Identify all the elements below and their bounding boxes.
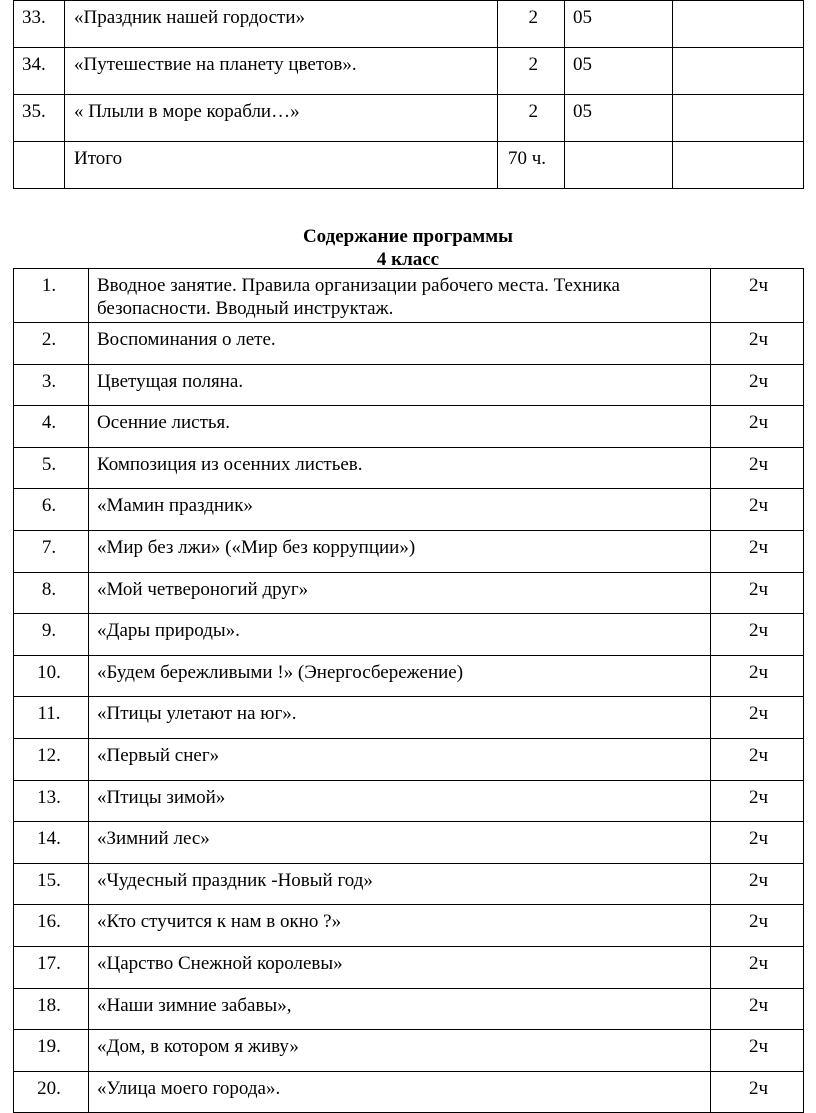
lesson-title: «Мой четвероногий друг»	[89, 572, 711, 614]
table-row	[14, 738, 804, 780]
lesson-title: «Царство Снежной королевы»	[89, 946, 711, 988]
table-row	[14, 406, 804, 448]
row-number: 19.	[14, 1030, 89, 1072]
lesson-hours: 2ч	[711, 269, 804, 323]
row-number: 33.	[14, 1, 65, 48]
table-row	[14, 269, 804, 323]
lesson-code: 05	[565, 1, 673, 48]
row-number: 3.	[14, 364, 89, 406]
table-row	[14, 572, 804, 614]
lesson-hours: 2ч	[711, 780, 804, 822]
lesson-hours: 2ч	[711, 489, 804, 531]
lesson-hours: 2ч	[711, 572, 804, 614]
table-row	[14, 614, 804, 656]
section-subtitle: 4 класс	[376, 249, 440, 270]
total-row	[14, 142, 804, 189]
lesson-hours: 2ч	[711, 988, 804, 1030]
lesson-hours: 2	[498, 48, 565, 95]
lesson-title: «Мир без лжи» («Мир без коррупции»)	[89, 530, 711, 572]
lesson-title: «Кто стучится к нам в окно ?»	[89, 905, 711, 947]
lesson-hours: 2ч	[711, 905, 804, 947]
row-number: 34.	[14, 48, 65, 95]
lesson-hours: 2ч	[711, 364, 804, 406]
lesson-plan-table	[13, 0, 804, 189]
row-number: 16.	[14, 905, 89, 947]
row-number: 20.	[14, 1071, 89, 1113]
lesson-hours: 2ч	[711, 946, 804, 988]
row-number: 9.	[14, 614, 89, 656]
lesson-code: 05	[565, 95, 673, 142]
row-number: 35.	[14, 95, 65, 142]
table-row	[14, 530, 804, 572]
table-row	[14, 863, 804, 905]
empty-cell	[14, 142, 65, 189]
table-row	[14, 489, 804, 531]
lesson-title: «Будем бережливыми !» (Энергосбережение)	[89, 655, 711, 697]
lesson-title: «Праздник нашей гордости»	[65, 1, 498, 48]
table-row	[14, 1, 804, 48]
empty-cell	[673, 48, 804, 95]
total-label: Итого	[65, 142, 498, 189]
row-number: 1.	[14, 269, 89, 323]
lesson-title: Воспоминания о лете.	[89, 323, 711, 365]
table-row	[14, 946, 804, 988]
lesson-title: «Дом, в котором я живу»	[89, 1030, 711, 1072]
lesson-title: «Первый снег»	[89, 738, 711, 780]
program-table	[13, 268, 804, 1113]
table-row	[14, 1071, 804, 1113]
lesson-code: 05	[565, 48, 673, 95]
lesson-title: «Мамин праздник»	[89, 489, 711, 531]
lesson-title: « Плыли в море корабли…»	[65, 95, 498, 142]
empty-cell	[673, 142, 804, 189]
empty-cell	[565, 142, 673, 189]
lesson-title: «Птицы улетают на юг».	[89, 697, 711, 739]
row-number: 8.	[14, 572, 89, 614]
lesson-title: Осенние листья.	[89, 406, 711, 448]
lesson-title: Композиция из осенних листьев.	[89, 447, 711, 489]
table-row	[14, 697, 804, 739]
table-row	[14, 95, 804, 142]
lesson-hours: 2ч	[711, 447, 804, 489]
empty-cell	[673, 1, 804, 48]
table-row	[14, 655, 804, 697]
lesson-title: Цветущая поляна.	[89, 364, 711, 406]
lesson-title: «Улица моего города».	[89, 1071, 711, 1113]
lesson-title: «Дары природы».	[89, 614, 711, 656]
lesson-hours: 2ч	[711, 323, 804, 365]
row-number: 18.	[14, 988, 89, 1030]
lesson-title: «Чудесный праздник -Новый год»	[89, 863, 711, 905]
lesson-hours: 2ч	[711, 822, 804, 864]
lesson-hours: 2ч	[711, 614, 804, 656]
table-row	[14, 1030, 804, 1072]
lesson-title: «Птицы зимой»	[89, 780, 711, 822]
lesson-title: «Наши зимние забавы»,	[89, 988, 711, 1030]
row-number: 11.	[14, 697, 89, 739]
lesson-hours: 2	[498, 95, 565, 142]
row-number: 5.	[14, 447, 89, 489]
lesson-title: Вводное занятие. Правила организации рабочего места. Техника безопасности. Вводный инструктаж.	[89, 269, 711, 323]
row-number: 2.	[14, 323, 89, 365]
table-row	[14, 905, 804, 947]
lesson-hours: 2ч	[711, 1071, 804, 1113]
lesson-hours: 2ч	[711, 406, 804, 448]
table-row	[14, 447, 804, 489]
row-number: 6.	[14, 489, 89, 531]
lesson-hours: 2ч	[711, 530, 804, 572]
row-number: 15.	[14, 863, 89, 905]
lesson-title: «Путешествие на планету цветов».	[65, 48, 498, 95]
row-number: 14.	[14, 822, 89, 864]
table-row	[14, 48, 804, 95]
table-row	[14, 323, 804, 365]
lesson-hours: 2ч	[711, 1030, 804, 1072]
lesson-hours: 2ч	[711, 863, 804, 905]
lesson-hours: 2ч	[711, 655, 804, 697]
row-number: 10.	[14, 655, 89, 697]
table-row	[14, 988, 804, 1030]
lesson-hours: 2ч	[711, 697, 804, 739]
row-number: 4.	[14, 406, 89, 448]
table-row	[14, 822, 804, 864]
row-number: 17.	[14, 946, 89, 988]
row-number: 12.	[14, 738, 89, 780]
table-row	[14, 364, 804, 406]
lesson-hours: 2	[498, 1, 565, 48]
row-number: 13.	[14, 780, 89, 822]
empty-cell	[673, 95, 804, 142]
row-number: 7.	[14, 530, 89, 572]
lesson-hours: 2ч	[711, 738, 804, 780]
table-row	[14, 780, 804, 822]
section-title: Содержание программы	[302, 226, 514, 247]
total-hours: 70 ч.	[498, 142, 565, 189]
lesson-title: «Зимний лес»	[89, 822, 711, 864]
